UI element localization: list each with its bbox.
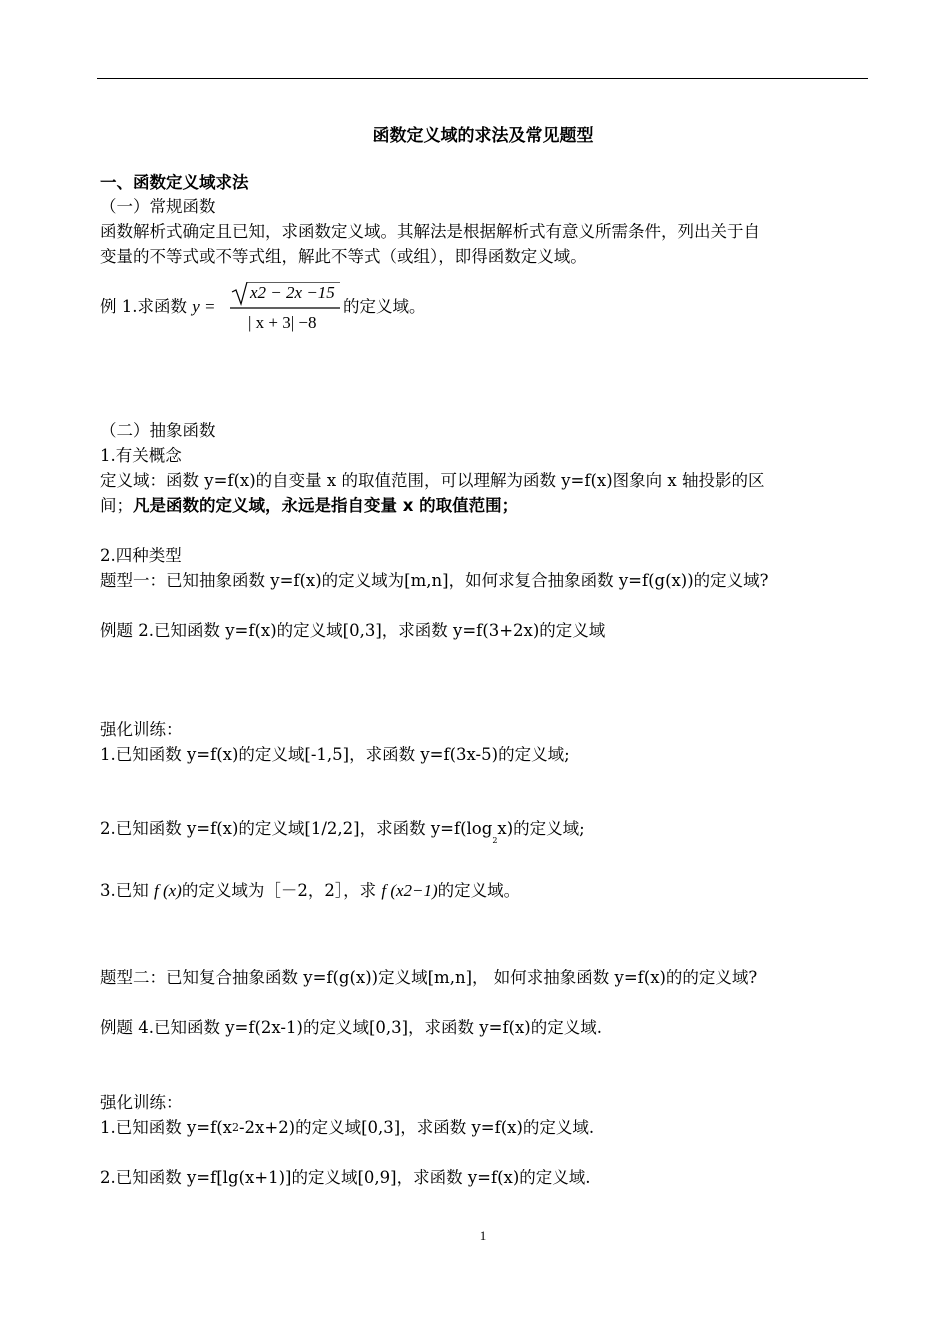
training-heading-1: 强化训练： xyxy=(100,720,183,739)
example-4: 例题 4.已知函数 y=f(2x-1)的定义域[0,3]，求函数 y=f(x)的定义域. xyxy=(100,1018,602,1037)
example-1-suffix: 的定义域。 xyxy=(343,297,426,316)
training-1-item-3-post: 的定义域。 xyxy=(437,881,521,900)
training-2-item-1 xyxy=(100,1117,594,1141)
training-1-item-3 xyxy=(100,880,520,902)
example-1-prefix: 例 1.求函数 xyxy=(100,297,187,316)
header-rule xyxy=(97,78,868,79)
fraction-denominator: | x + 3| −8 xyxy=(248,313,317,332)
example-2: 例题 2.已知函数 y=f(x)的定义域[0,3]，求函数 y=f(3+2x)的定义域 xyxy=(100,621,606,640)
training-2-item-2: 2.已知函数 y=f[lg(x+1)]的定义域[0,9]，求函数 y=f(x)的定义域. xyxy=(100,1168,591,1187)
type-one: 题型一：已知抽象函数 y=f(x)的定义域为[m,n]，如何求复合抽象函数 y=f(g(x))的定义域? xyxy=(100,571,769,590)
fraction-numerator: x2 − 2x −15 xyxy=(250,283,335,302)
subsection-abstract: （二）抽象函数 xyxy=(100,421,216,440)
example-1 xyxy=(100,296,216,318)
training-1-item-1: 1.已知函数 y=f(x)的定义域[-1,5]，求函数 y=f(3x-5)的定义域; xyxy=(100,745,570,764)
training-1-item-3-pre: 3.已知 xyxy=(100,881,149,900)
training-1-item-2-post: x)的定义域; xyxy=(497,819,585,838)
type-two: 题型二：已知复合抽象函数 y=f(g(x))定义域[m,n]， 如何求抽象函数 y=f(x)的的定义域? xyxy=(100,968,758,987)
concept-line-2 xyxy=(100,495,518,517)
training-1-item-2-pre: 2.已知函数 y=f(x)的定义域[1/2,2]，求函数 y=f(log xyxy=(100,819,493,838)
training-2-item-1-pre: 1.已知函数 y=f(x xyxy=(100,1118,232,1137)
concept-line: 定义域：函数 y=f(x)的自变量 x 的取值范围，可以理解为函数 y=f(x)图象向 x 轴投影的区 xyxy=(100,471,765,490)
example-1-y: y = xyxy=(192,297,216,316)
concept-heading: 1.有关概念 xyxy=(100,446,182,465)
paragraph-line: 变量的不等式或不等式组，解此不等式（或组），即得函数定义域。 xyxy=(100,247,587,266)
training-heading-2: 强化训练： xyxy=(100,1093,183,1112)
training-1-item-3-mid: 的定义域为［－2，2］，求 xyxy=(181,881,377,900)
concept-line-2-prefix: 间； xyxy=(100,496,133,515)
subsection-regular: （一）常规函数 xyxy=(100,197,216,216)
section-heading: 一、函数定义域求法 xyxy=(100,173,249,192)
fx-expression: f (x) xyxy=(154,881,182,900)
example-1-fraction xyxy=(230,282,340,346)
exponent: 2 xyxy=(231,1121,239,1134)
types-heading: 2.四种类型 xyxy=(100,546,182,565)
concept-emphasis: 凡是函数的定义域，永远是指自变量 x 的取值范围； xyxy=(133,496,519,515)
paragraph-line: 函数解析式确定且已知，求函数定义域。其解法是根据解析式有意义所需条件，列出关于自 xyxy=(100,222,760,241)
log-base: 2 xyxy=(492,836,498,845)
page-number: 1 xyxy=(479,1228,487,1243)
training-2-item-1-post: -2x+2)的定义域[0,3]，求函数 y=f(x)的定义域. xyxy=(238,1118,595,1137)
page-title: 函数定义域的求法及常见题型 xyxy=(372,126,594,146)
training-1-item-2 xyxy=(100,818,585,843)
fx2-expression: f (x2−1) xyxy=(381,881,438,900)
